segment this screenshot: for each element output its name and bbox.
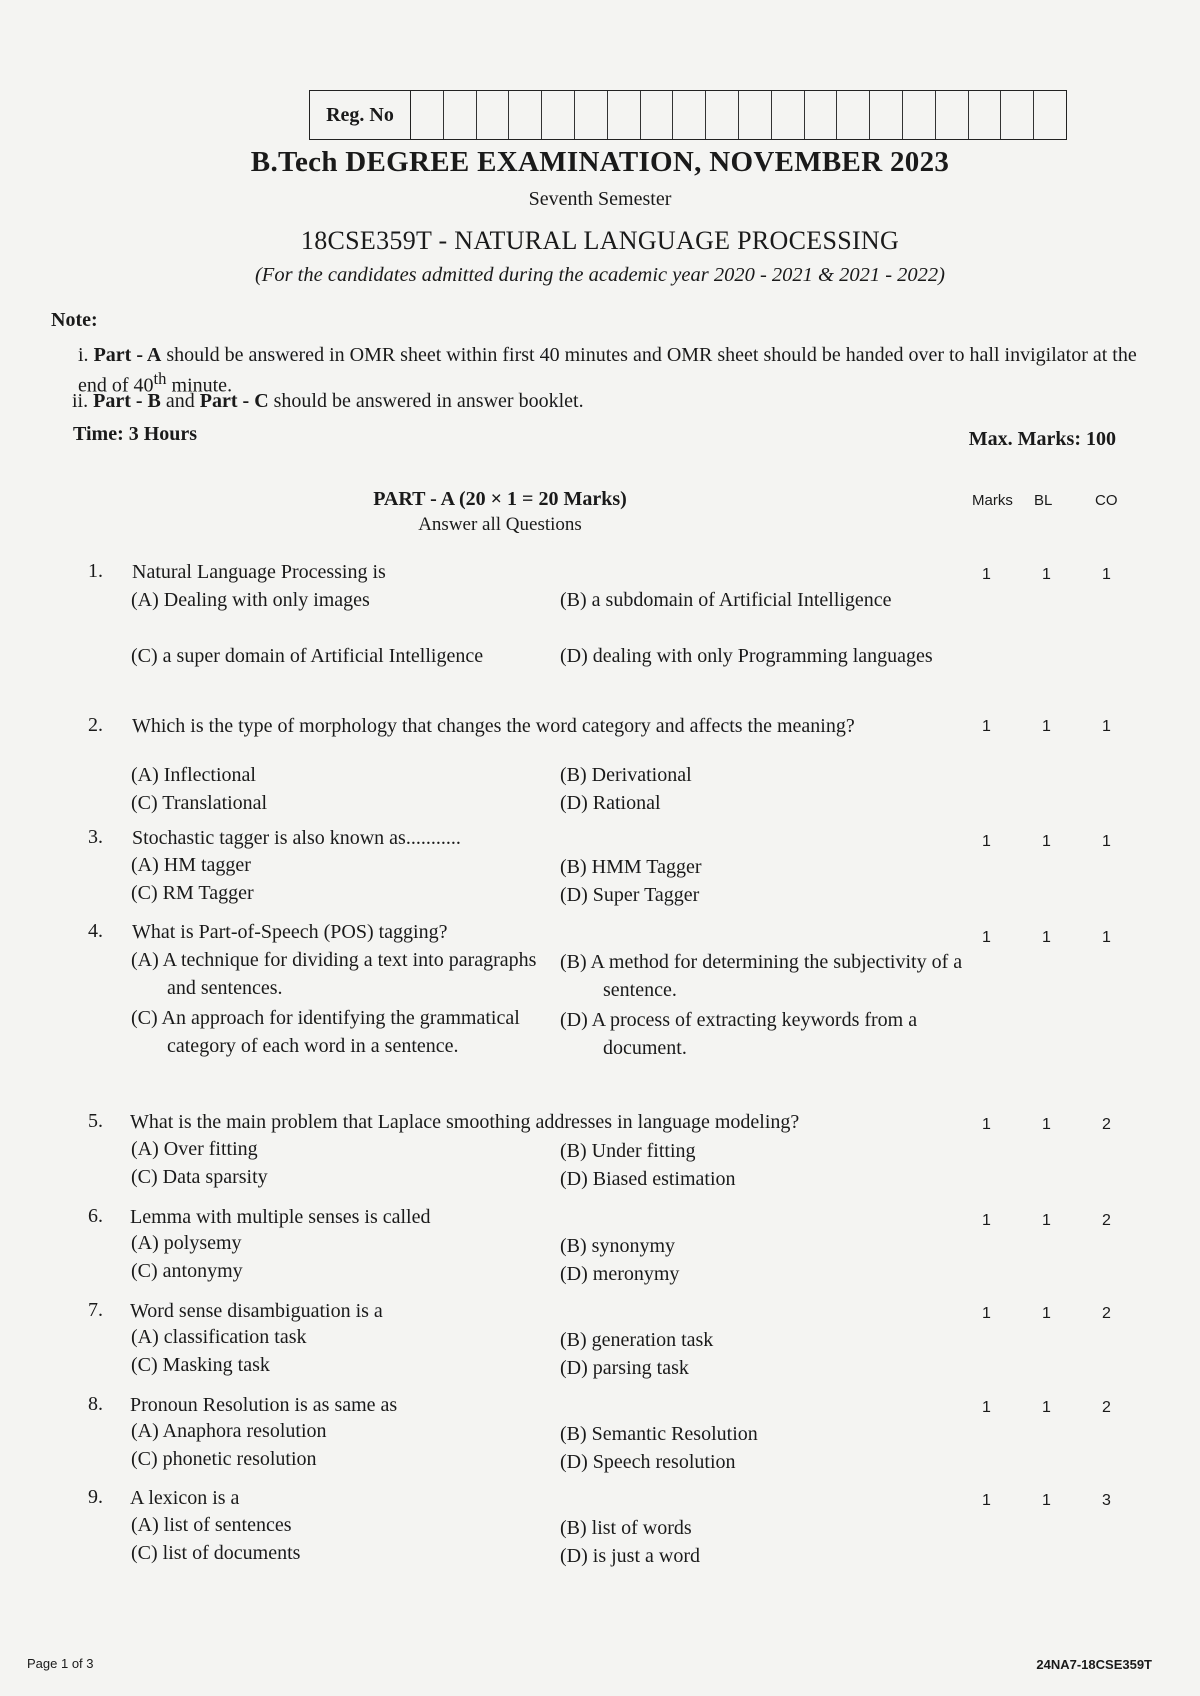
marks-value: 1 bbox=[982, 929, 991, 946]
marks-value: 1 bbox=[982, 1305, 991, 1322]
exam-time: Time: 3 Hours bbox=[73, 423, 198, 445]
reg-no-cell bbox=[509, 91, 542, 139]
reg-no-cell bbox=[575, 91, 608, 139]
option-b: (B) A method for determining the subjectivity of a sentence. bbox=[560, 951, 963, 1001]
co-value: 1 bbox=[1102, 718, 1111, 735]
question-text: Pronoun Resolution is as same as bbox=[130, 1394, 398, 1416]
question-number: 3. bbox=[88, 826, 103, 848]
note-ii-prefix: ii. bbox=[72, 390, 89, 412]
reg-no-cell bbox=[1001, 91, 1034, 139]
option-a: (A) list of sentences bbox=[131, 1514, 292, 1536]
bl-value: 1 bbox=[1042, 1116, 1051, 1133]
reg-no-cell bbox=[477, 91, 510, 139]
reg-no-box bbox=[309, 90, 1067, 140]
option-c: (C) a super domain of Artificial Intelligence bbox=[131, 645, 484, 667]
option-c: (C) antonymy bbox=[131, 1260, 243, 1282]
note-i-text: should be answered in OMR sheet within first 40 minutes and OMR sheet should be handed over to hall invigilator at the end of 40 bbox=[78, 344, 1137, 397]
bl-value: 1 bbox=[1042, 718, 1051, 735]
question-number: 9. bbox=[88, 1486, 103, 1508]
co-value: 2 bbox=[1102, 1116, 1111, 1133]
admitted-note: (For the candidates admitted during the academic year 2020 - 2021 & 2021 - 2022) bbox=[254, 264, 946, 286]
option-c: (C) RM Tagger bbox=[131, 882, 254, 904]
option-c: (C) Data sparsity bbox=[131, 1166, 268, 1188]
question-number: 2. bbox=[88, 714, 103, 736]
course-title: 18CSE359T - NATURAL LANGUAGE PROCESSING bbox=[300, 226, 900, 255]
reg-no-cell bbox=[903, 91, 936, 139]
note-i-end: minute. bbox=[171, 374, 233, 397]
option-d: (D) Super Tagger bbox=[560, 884, 700, 906]
option-d: (D) Biased estimation bbox=[560, 1168, 736, 1190]
question-text: Which is the type of morphology that changes the word category and affects the meaning? bbox=[132, 715, 855, 737]
marks-value: 1 bbox=[982, 833, 991, 850]
option-a: (A) classification task bbox=[131, 1326, 307, 1348]
col-bl: BL bbox=[1034, 492, 1053, 509]
option-a: (A) A technique for dividing a text into paragraphs and sentences. bbox=[131, 949, 537, 999]
note-i-part: Part - A bbox=[93, 344, 162, 366]
co-value: 3 bbox=[1102, 1492, 1111, 1509]
question-text: A lexicon is a bbox=[130, 1487, 240, 1509]
marks-value: 1 bbox=[982, 1399, 991, 1416]
question-text: What is Part-of-Speech (POS) tagging? bbox=[132, 921, 448, 943]
reg-no-cell bbox=[411, 91, 444, 139]
marks-value: 1 bbox=[982, 1212, 991, 1229]
option-b: (B) Derivational bbox=[560, 764, 692, 786]
reg-no-cell bbox=[542, 91, 575, 139]
reg-no-cell bbox=[739, 91, 772, 139]
option-a: (A) polysemy bbox=[131, 1232, 242, 1254]
reg-no-cell bbox=[444, 91, 477, 139]
option-c: (C) phonetic resolution bbox=[131, 1448, 317, 1470]
part-a-title: PART - A (20 × 1 = 20 Marks) bbox=[373, 488, 627, 510]
reg-no-cell bbox=[1034, 91, 1066, 139]
option-b: (B) list of words bbox=[560, 1517, 692, 1539]
reg-no-cell bbox=[706, 91, 739, 139]
option-b: (B) a subdomain of Artificial Intelligence bbox=[560, 589, 892, 611]
reg-no-label: Reg. No bbox=[310, 91, 411, 139]
bl-value: 1 bbox=[1042, 1492, 1051, 1509]
option-d: (D) parsing task bbox=[560, 1357, 689, 1379]
option-d: (D) dealing with only Programming languages bbox=[560, 645, 933, 667]
option-b: (B) generation task bbox=[560, 1329, 714, 1351]
option-b: (B) Under fitting bbox=[560, 1140, 696, 1162]
reg-no-cell bbox=[936, 91, 969, 139]
part-a-heading bbox=[340, 488, 660, 536]
note-i-sup: th bbox=[153, 369, 167, 388]
question-text: Stochastic tagger is also known as........... bbox=[132, 827, 461, 849]
bl-value: 1 bbox=[1042, 1399, 1051, 1416]
bl-value: 1 bbox=[1042, 1212, 1051, 1229]
reg-no-cell bbox=[641, 91, 674, 139]
reg-no-cell bbox=[805, 91, 838, 139]
marks-value: 1 bbox=[982, 1492, 991, 1509]
option-c: (C) Translational bbox=[131, 792, 268, 814]
col-co: CO bbox=[1095, 492, 1118, 509]
option-d: (D) Speech resolution bbox=[560, 1451, 736, 1473]
question-text: What is the main problem that Laplace smoothing addresses in language modeling? bbox=[130, 1111, 800, 1133]
note-ii-text: should be answered in answer booklet. bbox=[273, 390, 584, 412]
note-i-prefix: i. bbox=[78, 344, 89, 366]
page-number: Page 1 of 3 bbox=[27, 1656, 94, 1671]
question-text: Lemma with multiple senses is called bbox=[130, 1206, 431, 1228]
question-number: 4. bbox=[88, 920, 103, 942]
marks-value: 1 bbox=[982, 1116, 991, 1133]
note-label: Note: bbox=[51, 309, 98, 331]
option-a: (A) Dealing with only images bbox=[131, 589, 370, 611]
option-c: (C) Masking task bbox=[131, 1354, 270, 1376]
co-value: 2 bbox=[1102, 1305, 1111, 1322]
option-d: (D) is just a word bbox=[560, 1545, 700, 1567]
max-marks: Max. Marks: 100 bbox=[968, 428, 1116, 450]
bl-value: 1 bbox=[1042, 566, 1051, 583]
question-number: 1. bbox=[88, 560, 103, 582]
reg-no-cell bbox=[673, 91, 706, 139]
co-value: 2 bbox=[1102, 1399, 1111, 1416]
option-d: (D) meronymy bbox=[560, 1263, 680, 1285]
marks-value: 1 bbox=[982, 718, 991, 735]
semester: Seventh Semester bbox=[528, 188, 672, 210]
col-marks: Marks bbox=[972, 492, 1013, 509]
reg-no-cell bbox=[837, 91, 870, 139]
option-a: (A) Anaphora resolution bbox=[131, 1420, 327, 1442]
co-value: 2 bbox=[1102, 1212, 1111, 1229]
bl-value: 1 bbox=[1042, 929, 1051, 946]
option-b: (B) HMM Tagger bbox=[560, 856, 702, 878]
reg-no-cell bbox=[969, 91, 1002, 139]
marks-value: 1 bbox=[982, 566, 991, 583]
option-c: (C) list of documents bbox=[131, 1542, 301, 1564]
reg-no-cell bbox=[772, 91, 805, 139]
note-ii-part-b: Part - B bbox=[93, 390, 161, 412]
note-ii bbox=[72, 390, 584, 413]
option-b: (B) Semantic Resolution bbox=[560, 1423, 758, 1445]
option-d: (D) Rational bbox=[560, 792, 661, 814]
option-a: (A) Inflectional bbox=[131, 764, 256, 786]
option-a: (A) Over fitting bbox=[131, 1138, 258, 1160]
co-value: 1 bbox=[1102, 929, 1111, 946]
question-number: 7. bbox=[88, 1299, 103, 1321]
option-c: (C) An approach for identifying the grammatical category of each word in a sentence. bbox=[131, 1007, 520, 1057]
option-d: (D) A process of extracting keywords from a document. bbox=[560, 1009, 918, 1059]
exam-title: B.Tech DEGREE EXAMINATION, NOVEMBER 2023 bbox=[250, 146, 950, 178]
option-b: (B) synonymy bbox=[560, 1235, 675, 1257]
reg-no-cell bbox=[870, 91, 903, 139]
question-number: 5. bbox=[88, 1110, 103, 1132]
question-text: Word sense disambiguation is a bbox=[130, 1300, 383, 1322]
bl-value: 1 bbox=[1042, 1305, 1051, 1322]
note-ii-part-c: Part - C bbox=[199, 390, 269, 412]
paper-code: 24NA7-18CSE359T bbox=[1036, 1657, 1152, 1672]
option-a: (A) HM tagger bbox=[131, 854, 251, 876]
co-value: 1 bbox=[1102, 833, 1111, 850]
question-number: 6. bbox=[88, 1205, 103, 1227]
reg-no-cell bbox=[608, 91, 641, 139]
note-ii-and: and bbox=[165, 390, 195, 412]
part-a-subtitle: Answer all Questions bbox=[418, 514, 582, 535]
bl-value: 1 bbox=[1042, 833, 1051, 850]
question-number: 8. bbox=[88, 1393, 103, 1415]
question-text: Natural Language Processing is bbox=[132, 561, 386, 583]
co-value: 1 bbox=[1102, 566, 1111, 583]
